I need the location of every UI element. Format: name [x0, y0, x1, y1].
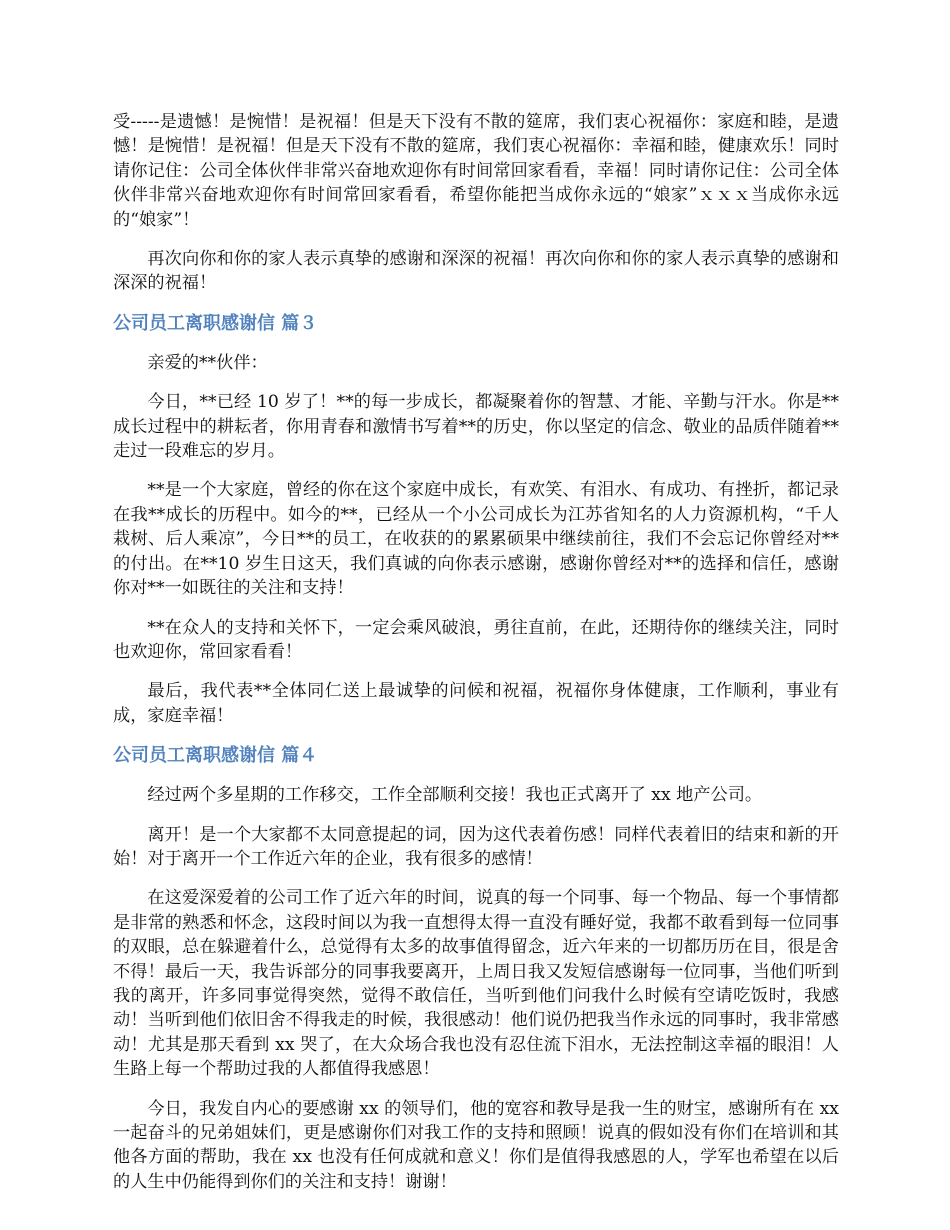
paragraph: 最后，我代表**全体同仁送上最诚挚的问候和祝福，祝福你身体健康，工作顺利，事业有成，家庭幸福！ [113, 681, 839, 726]
paragraph: 经过两个多星期的工作移交，工作全部顺利交接！我也正式离开了 xx 地产公司。 [147, 785, 763, 806]
paragraph: 离开！是一个大家都不太同意提起的词，因为这代表着伤感！同样代表着旧的结束和新的开始！对于离开一个工作近六年的企业，我有很多的感情！ [113, 824, 839, 869]
paragraph: 今日，我发自内心的要感谢 xx 的领导们，他的宽容和教导是我一生的财宝，感谢所有在 xx 一起奋斗的兄弟姐妹们，更是感谢你们对我工作的支持和照顾！说真的假如没有你们在培训和其他各方面的帮助，我在 xx 也没有任何成就和意义！你们是值得我感恩的人，学军也希望在以后的人生中仍能得到你们的关注和支持！谢谢！ [113, 1098, 839, 1192]
paragraph: 再次向你和你的家人表示真挚的感谢和深深的祝福！再次向你和你的家人表示真挚的感谢和深深的祝福！ [113, 249, 839, 294]
paragraph: **在众人的支持和关怀下，一定会乘风破浪，勇往直前，在此，还期待你的继续关注，同时也欢迎你，常回家看看！ [113, 617, 839, 662]
section-heading: 公司员工离职感谢信 篇４ [113, 745, 318, 767]
paragraph: 今日，**已经 10 岁了！**的每一步成长，都凝聚着你的智慧、才能、辛勤与汗水。你是**成长过程中的耕耘者，你用青春和激情书写着**的历史，你以坚定的信念、敬业的品质伴随着**走过一段难忘的岁月。 [113, 392, 839, 462]
section-heading: 公司员工离职感谢信 篇３ [113, 312, 318, 334]
paragraph: **是一个大家庭，曾经的你在这个家庭中成长，有欢笑、有泪水、有成功、有挫折，都记录在我**成长的历程中。如今的**，已经从一个小公司成长为江苏省知名的人力资源机构，“千人栽树、后人乘凉”，今日**的员工，在收获的的累累硕果中继续前往，我们不会忘记你曾经对**的付出。在**10 岁生日这天，我们真诚的向你表示感谢，感谢你曾经对**的选择和信任，感谢你对**一如既往的关注和支持！ [113, 480, 839, 599]
document-page [113, 110, 839, 1209]
paragraph: 在这爱深爱着的公司工作了近六年的时间，说真的每一个同事、每一个物品、每一个事情都是非常的熟悉和怀念，这段时间以为我一直想得太得一直没有睡好觉，我都不敢看到每一位同事的双眼，总在躲避着什么，总觉得有太多的故事值得留念，近六年来的一切都历历在目，很是舍不得！最后一天，我告诉部分的同事我要离开，上周日我又发短信感谢每一位同事，当他们听到我的离开，许多同事觉得突然，觉得不敢信任，当听到他们问我什么时候有空请吃饭时，我感动！当听到他们依旧舍不得我走的时候，我很感动！他们说仍把我当作永远的同事时，我非常感动！尤其是那天看到 xx 哭了，在大众场合我也没有忍住流下泪水，无法控制这幸福的眼泪！人生路上每一个帮助过我的人都值得我感恩！ [113, 888, 839, 1080]
salutation: 亲爱的**伙伴： [147, 352, 268, 373]
paragraph: 受-----是遗憾！是惋惜！是祝福！但是天下没有不散的筵席，我们衷心祝福你：家庭和睦，是遗憾！是惋惜！是祝福！但是天下没有不散的筵席，我们衷心祝福你：幸福和睦，健康欢乐！同时请你记住：公司全体伙伴非常兴奋地欢迎你有时间常回家看看，幸福！同时请你记住：公司全体伙伴非常兴奋地欢迎你有时间常回家看看，希望你能把当成你永远的“娘家”ｘｘｘ当成你永远的“娘家”！ [113, 112, 839, 230]
